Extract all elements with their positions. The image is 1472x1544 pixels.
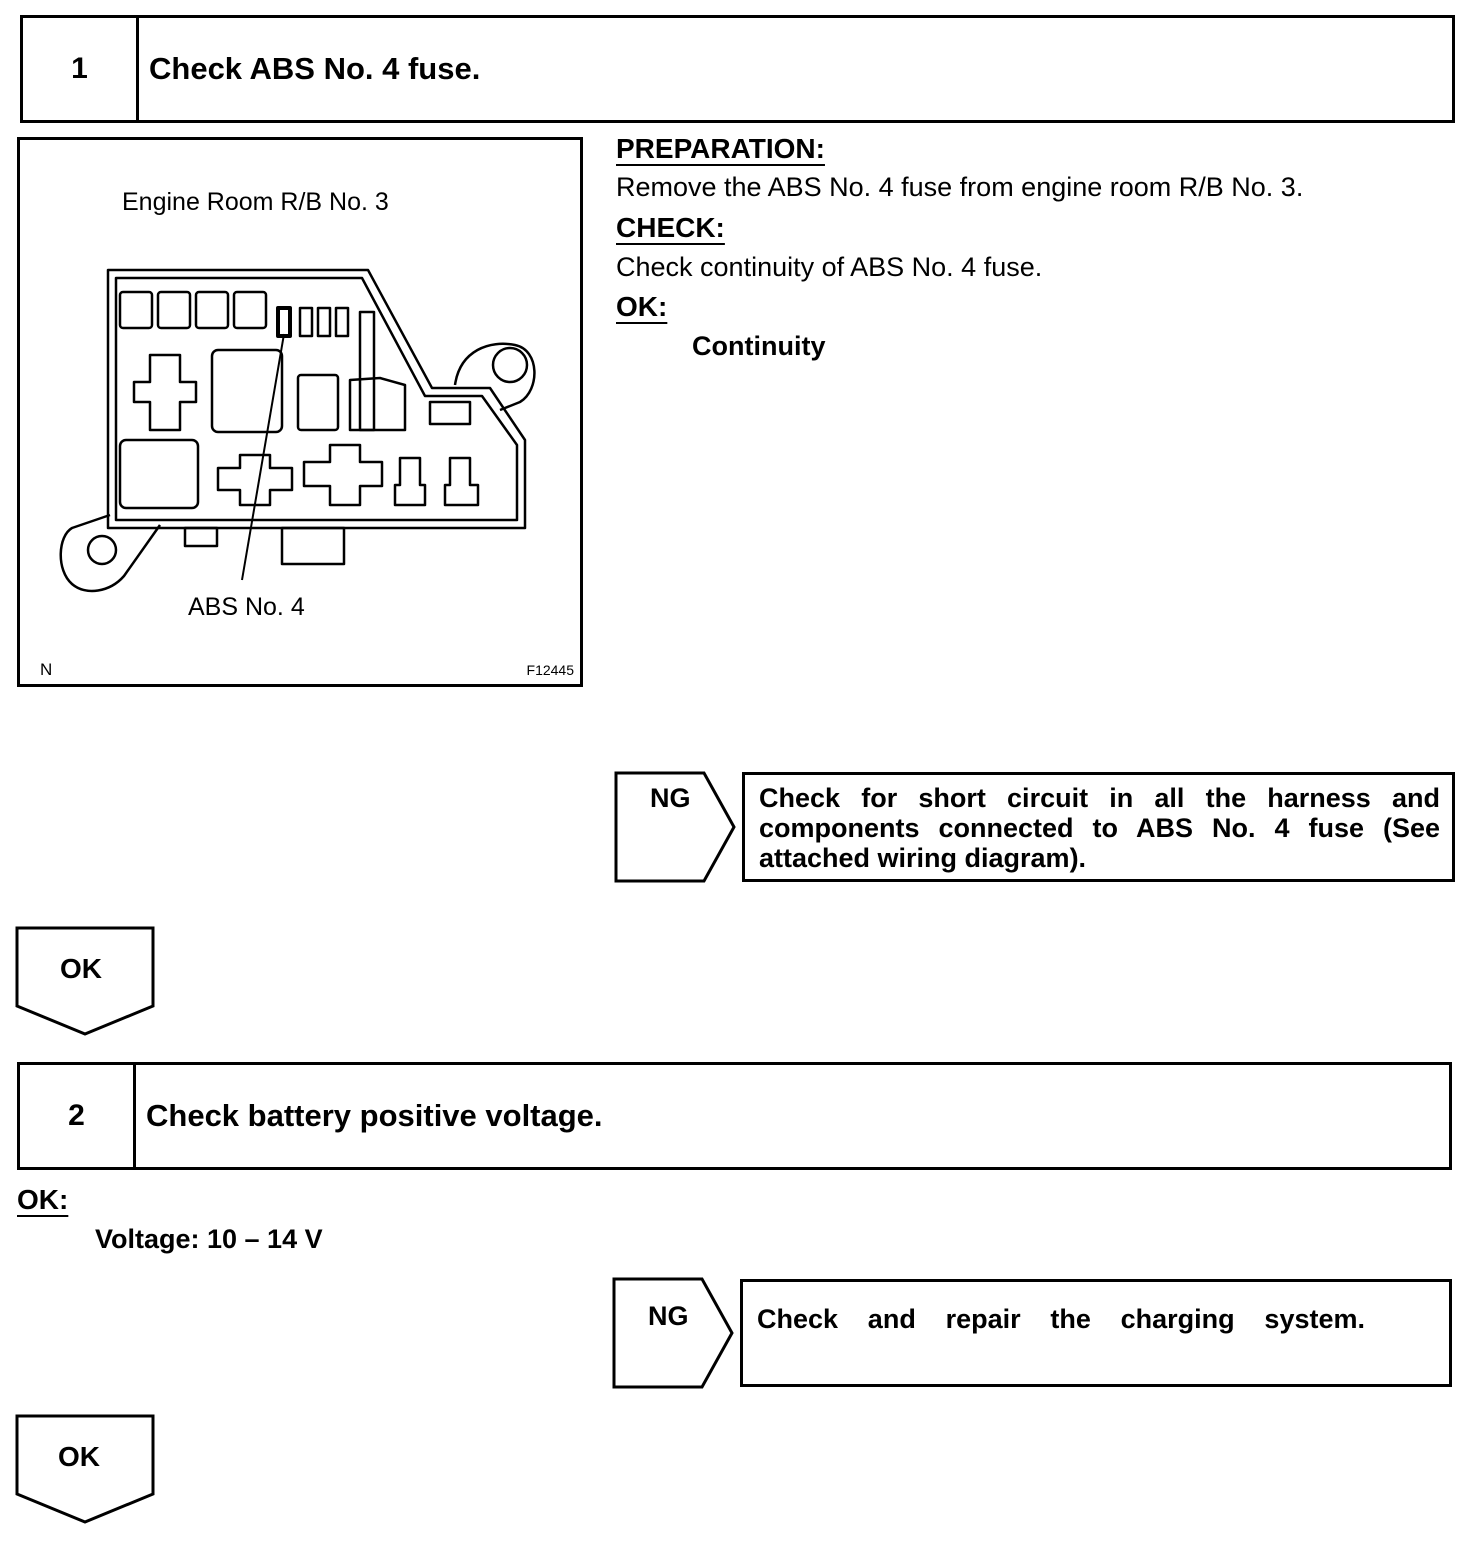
fuse-box-figure [17, 137, 583, 687]
step-1-title: Check ABS No. 4 fuse. [149, 51, 481, 86]
step-2-header [17, 1062, 1452, 1170]
ng-result-1: Check for short circuit in all the harness and components connected to ABS No. 4 fuse (See attached wiring diagram). [742, 772, 1455, 882]
ok-spec-continuity: Continuity [692, 331, 826, 361]
figure-id: F12445 [526, 662, 574, 678]
check-text: Check continuity of ABS No. 4 fuse. [616, 252, 1043, 282]
ng-arrow-2 [612, 1277, 738, 1390]
ng-label-2: NG [648, 1301, 689, 1331]
ok-heading: OK: [616, 291, 668, 322]
figure-corner-label: N [40, 660, 53, 679]
step-1-number: 1 [23, 18, 139, 120]
step-2-number: 2 [20, 1065, 136, 1167]
step-1-header [20, 15, 1455, 123]
check-heading: CHECK: [616, 212, 725, 243]
figure-caption: Engine Room R/B No. 3 [122, 188, 389, 216]
preparation-text: Remove the ABS No. 4 fuse from engine room R/B No. 3. [616, 172, 1304, 202]
ok-arrow-label-1: OK [60, 953, 102, 984]
ng-result-2-text: Check and repair the charging system. [757, 1304, 1365, 1334]
callout-label: ABS No. 4 [188, 593, 305, 621]
ng-label-1: NG [650, 783, 691, 813]
preparation-heading: PREPARATION: [616, 133, 825, 164]
ng-result-2 [740, 1279, 1452, 1387]
ok-arrow-label-2: OK [58, 1441, 100, 1472]
step-2-title: Check battery positive voltage. [146, 1098, 603, 1133]
ok-spec-voltage: Voltage: 10 – 14 V [95, 1224, 323, 1254]
ok-heading-2: OK: [17, 1184, 69, 1215]
